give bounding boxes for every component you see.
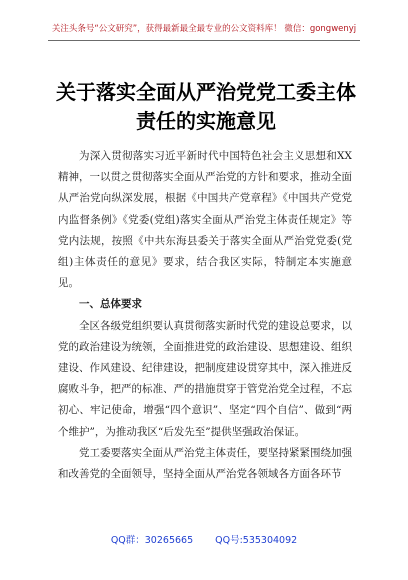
section-paragraph: 党工委要落实全面从严治党主体责任，要坚持紧紧围绕加强和改善党的全面领导，坚持全面从严治党各领域各方面各环节 (58, 446, 352, 481)
document-body (58, 146, 352, 485)
header-promo-note: 关注头条号“公文研究”，获得最新最全最专业的公文资料库！ 微信：gongwenyj (51, 24, 357, 34)
intro-paragraph: 为深入贯彻落实习近平新时代中国特色社会主义思想和XX精神，一以贯之贯彻落实全面从严治党的方针和要求，推动全面从严治党向纵深发展，根据《中国共产党章程》《中国共产党党内监督条例》《党委(党组)落实全面从严治党主体责任规定》等党内法规，按照《中共东海县委关于落实全面从严治党党委(党组)主体责任的意见》要求，结合我区实际，特制定本实施意见。 (58, 150, 352, 290)
footer-contact (0, 532, 408, 546)
header-divider (48, 40, 360, 41)
section-heading-general-requirements: 一、总体要求 (79, 298, 142, 311)
document-title: 关于落实全面从严治党党工委主体责任的实施意见 (56, 80, 356, 133)
section-paragraph: 全区各级党组织要认真贯彻落实新时代党的建设总要求，以党的政治建设为统领，全面推进党的政治建设、思想建设、组织建设、作风建设、纪律建设，把制度建设贯穿其中，深入推进反腐败斗争，把严的标准、严的措施贯穿于管党治党全过程，不忘初心、牢记使命，增强“四个意识”、坚定“四个自信”、做到“两个维护”，为推动我区“后发先至”提供坚强政治保证。 (58, 319, 352, 438)
qq-group-text: QQ群：30265665 (110, 535, 194, 546)
qq-number-text: QQ号:535304092 (215, 535, 298, 546)
